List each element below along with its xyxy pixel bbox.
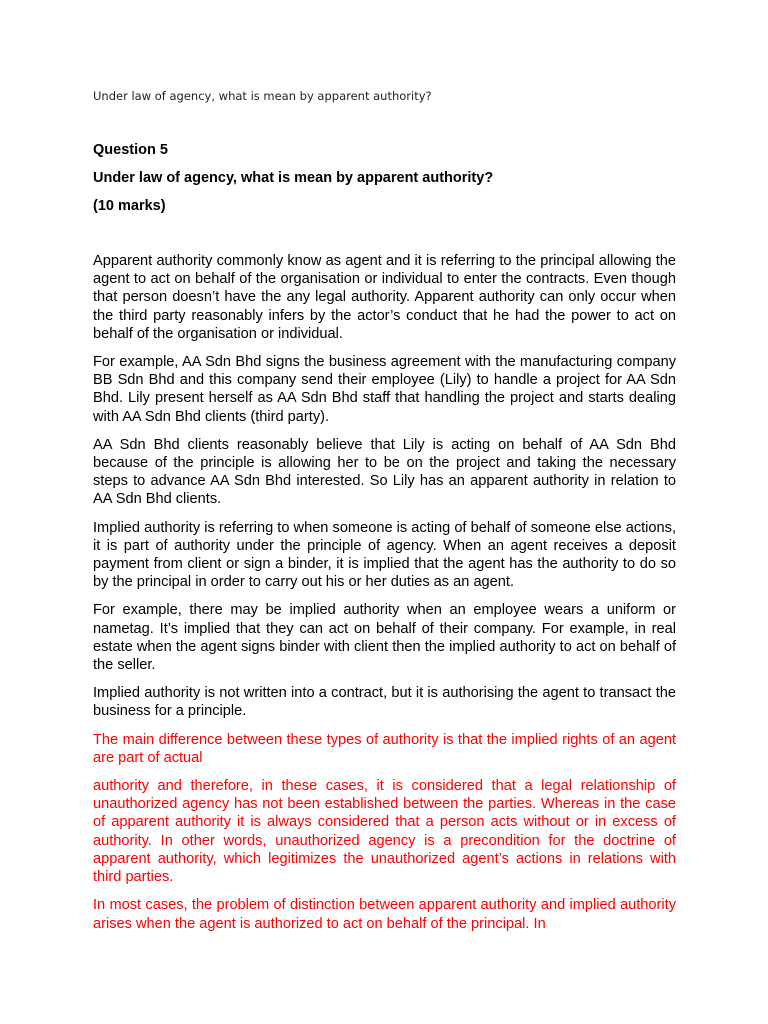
paragraph-apparent-authority-example: For example, AA Sdn Bhd signs the business agreement with the manufacturing company BB Sdn Bhd and this company send their employee (Lily) to handle a project for AA Sdn Bhd. Lily present herself as AA Sdn Bhd staff that handling the project and starts dealing with AA Sdn Bhd clients (third party). [93, 354, 676, 425]
paragraph-implied-authority-contract: Implied authority is not written into a contract, but it is authorising the agent to transact the business for a principle. [93, 685, 676, 720]
paragraph-main-difference: The main difference between these types of authority is that the implied rights of an agent are part of actual [93, 731, 676, 766]
page-header-line: Under law of agency, what is mean by apparent authority? [93, 89, 432, 103]
paragraph-clients-belief: AA Sdn Bhd clients reasonably believe that Lily is acting on behalf of AA Sdn Bhd because of the principle is allowing her to be on the project and taking the necessary steps to advance AA Sdn Bhd interested. So Lily has an apparent authority in relation to AA Sdn Bhd clients. [93, 436, 676, 508]
paragraph-apparent-authority-definition: Apparent authority commonly know as agent and it is referring to the principal allowing the agent to act on behalf of the organisation or individual to enter the contracts. Even though that person doesn’t have the any legal authority. Apparent authority can only occur when the third party reasonably infers by the actor’s conduct that he had the power to act on behalf of the organisation or individual. [93, 253, 676, 342]
paragraph-implied-authority-example: For example, there may be implied authority when an employee wears a uniform or nametag. It’s implied that they can act on behalf of their company. For example, in real estate when the agent signs binder with client then the implied authority to act on behalf of the seller. [93, 602, 676, 674]
question-marks: (10 marks) [93, 198, 166, 214]
question-number: Question 5 [93, 142, 168, 158]
paragraph-implied-authority-definition: Implied authority is referring to when someone is acting of behalf of someone else actions, it is part of authority under the principle of agency. When an agent receives a deposit payment from client or sign a binder, it is implied that the agent has the authority to do so by the principal in order to carry out his or her duties as an agent. [93, 519, 676, 591]
answer-body [93, 252, 676, 943]
paragraph-distinction-problem: In most cases, the problem of distinction between apparent authority and implied authority arises when the agent is authorized to act on behalf of the principal. In [93, 897, 676, 932]
question-text: Under law of agency, what is mean by apparent authority? [93, 170, 494, 186]
question-block [93, 141, 676, 225]
paragraph-unauthorized-agency: authority and therefore, in these cases, it is considered that a legal relationship of unauthorized agency has not been established between the parties. Whereas in the case of apparent authority it is always considered that a person acts without or in excess of authority. In other words, unauthorized agency is a precondition for the doctrine of apparent authority, which legitimizes the unauthorized agent’s actions in relations with third parties. [93, 778, 676, 886]
